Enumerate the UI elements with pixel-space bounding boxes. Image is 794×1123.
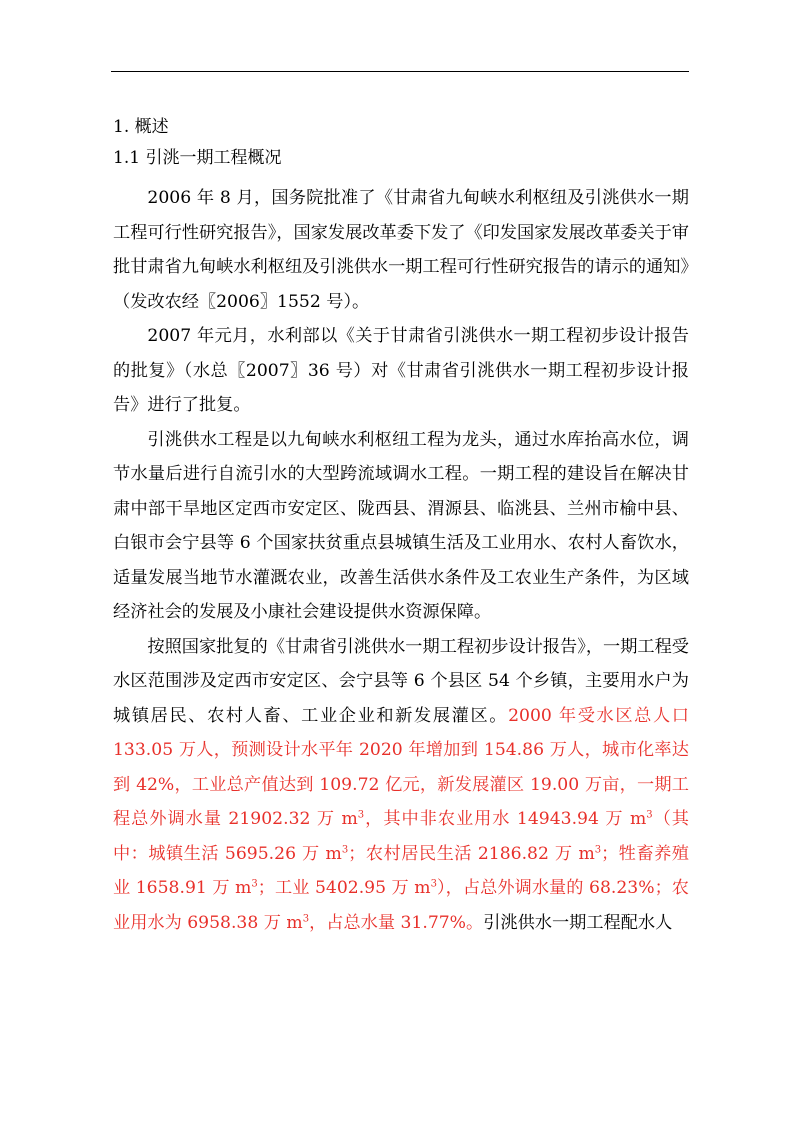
stat-text: ，其中非农业用水 14943.94 万 m [364,809,647,829]
subsection-heading: 1.1 引洮一期工程概况 [113,148,282,168]
document-body [113,181,689,940]
stat-text: ；农村居民生活 2186.82 万 m [348,843,595,864]
paragraph-tail-text: 引洮供水一期工程配水人 [483,912,673,933]
header-rule [111,71,689,72]
superscript: 3 [430,878,437,890]
paragraph-approval: 2006 年 8 月，国务院批准了《甘肃省九甸峡水利枢纽及引洮供水一期工程可行性研究报告》，国家发展改革委下发了《印发国家发展改革委关于审批甘肃省九甸峡水利枢纽及引洮供水一期工程可行性研究报告的请示的通知》（发改农经〖2006〗1552 号）。 [113,188,689,312]
superscript: 3 [594,843,602,855]
superscript: 3 [302,912,310,924]
superscript: 3 [357,809,365,821]
stat-text: ；牲畜养殖业 1658.91 万 m [113,843,689,898]
highlighted-statistics [113,706,689,933]
stat-text: ；工业 5402.95 万 m [257,878,431,898]
superscript: 3 [646,809,653,821]
section-heading: 1. 概述 [113,117,169,137]
stat-text: 2000 年受水区总人口 133.05 万人，预测设计水平年 2020 年增加到 154.86 万人，城市化率达到 42%，工业总产值达到 109.72 亿元，新发展灌区 19.00 万亩，一期工程总外调水量 21902.32 万 m [113,705,689,829]
stat-text: ，占总水量 31.77%。 [309,912,484,933]
stat-text: （其中：城镇生活 5695.26 万 m [113,809,689,864]
paragraph-reply: 2007 年元月，水利部以《关于甘肃省引洮供水一期工程初步设计报告的批复》（水总〖2007〗36 号）对《甘肃省引洮供水一期工程初步设计报告》进行了批复。 [113,326,689,415]
paragraph-project-purpose: 引洮供水工程是以九甸峡水利枢纽工程为龙头，通过水库抬高水位，调节水量后进行自流引水的大型跨流域调水工程。一期工程的建设旨在解决甘肃中部干旱地区定西市安定区、陇西县、渭源县、临洮县、兰州市榆中县、白银市会宁县等 6 个国家扶贫重点县城镇生活及工业用水、农村人畜饮水，适量发展当地节水灌溉农业，改善生活供水条件及工农业生产条件，为区域经济社会的发展及小康社会建设提供水资源保障。 [113,429,689,622]
stat-text: ），占总外调水量的 68.23%；农业用水为 6958.38 万 m [113,878,689,933]
paragraph-water-demand [113,630,689,941]
paragraph-lead-text: 按照国家批复的《甘肃省引洮供水一期工程初步设计报告》，一期工程受水区范围涉及定西市安定区、会宁县等 6 个县区 54 个乡镇，主要用水户为城镇居民、农村人畜、工业企业和新发展灌区。 [113,636,689,726]
superscript: 3 [251,878,258,890]
superscript: 3 [341,843,349,855]
